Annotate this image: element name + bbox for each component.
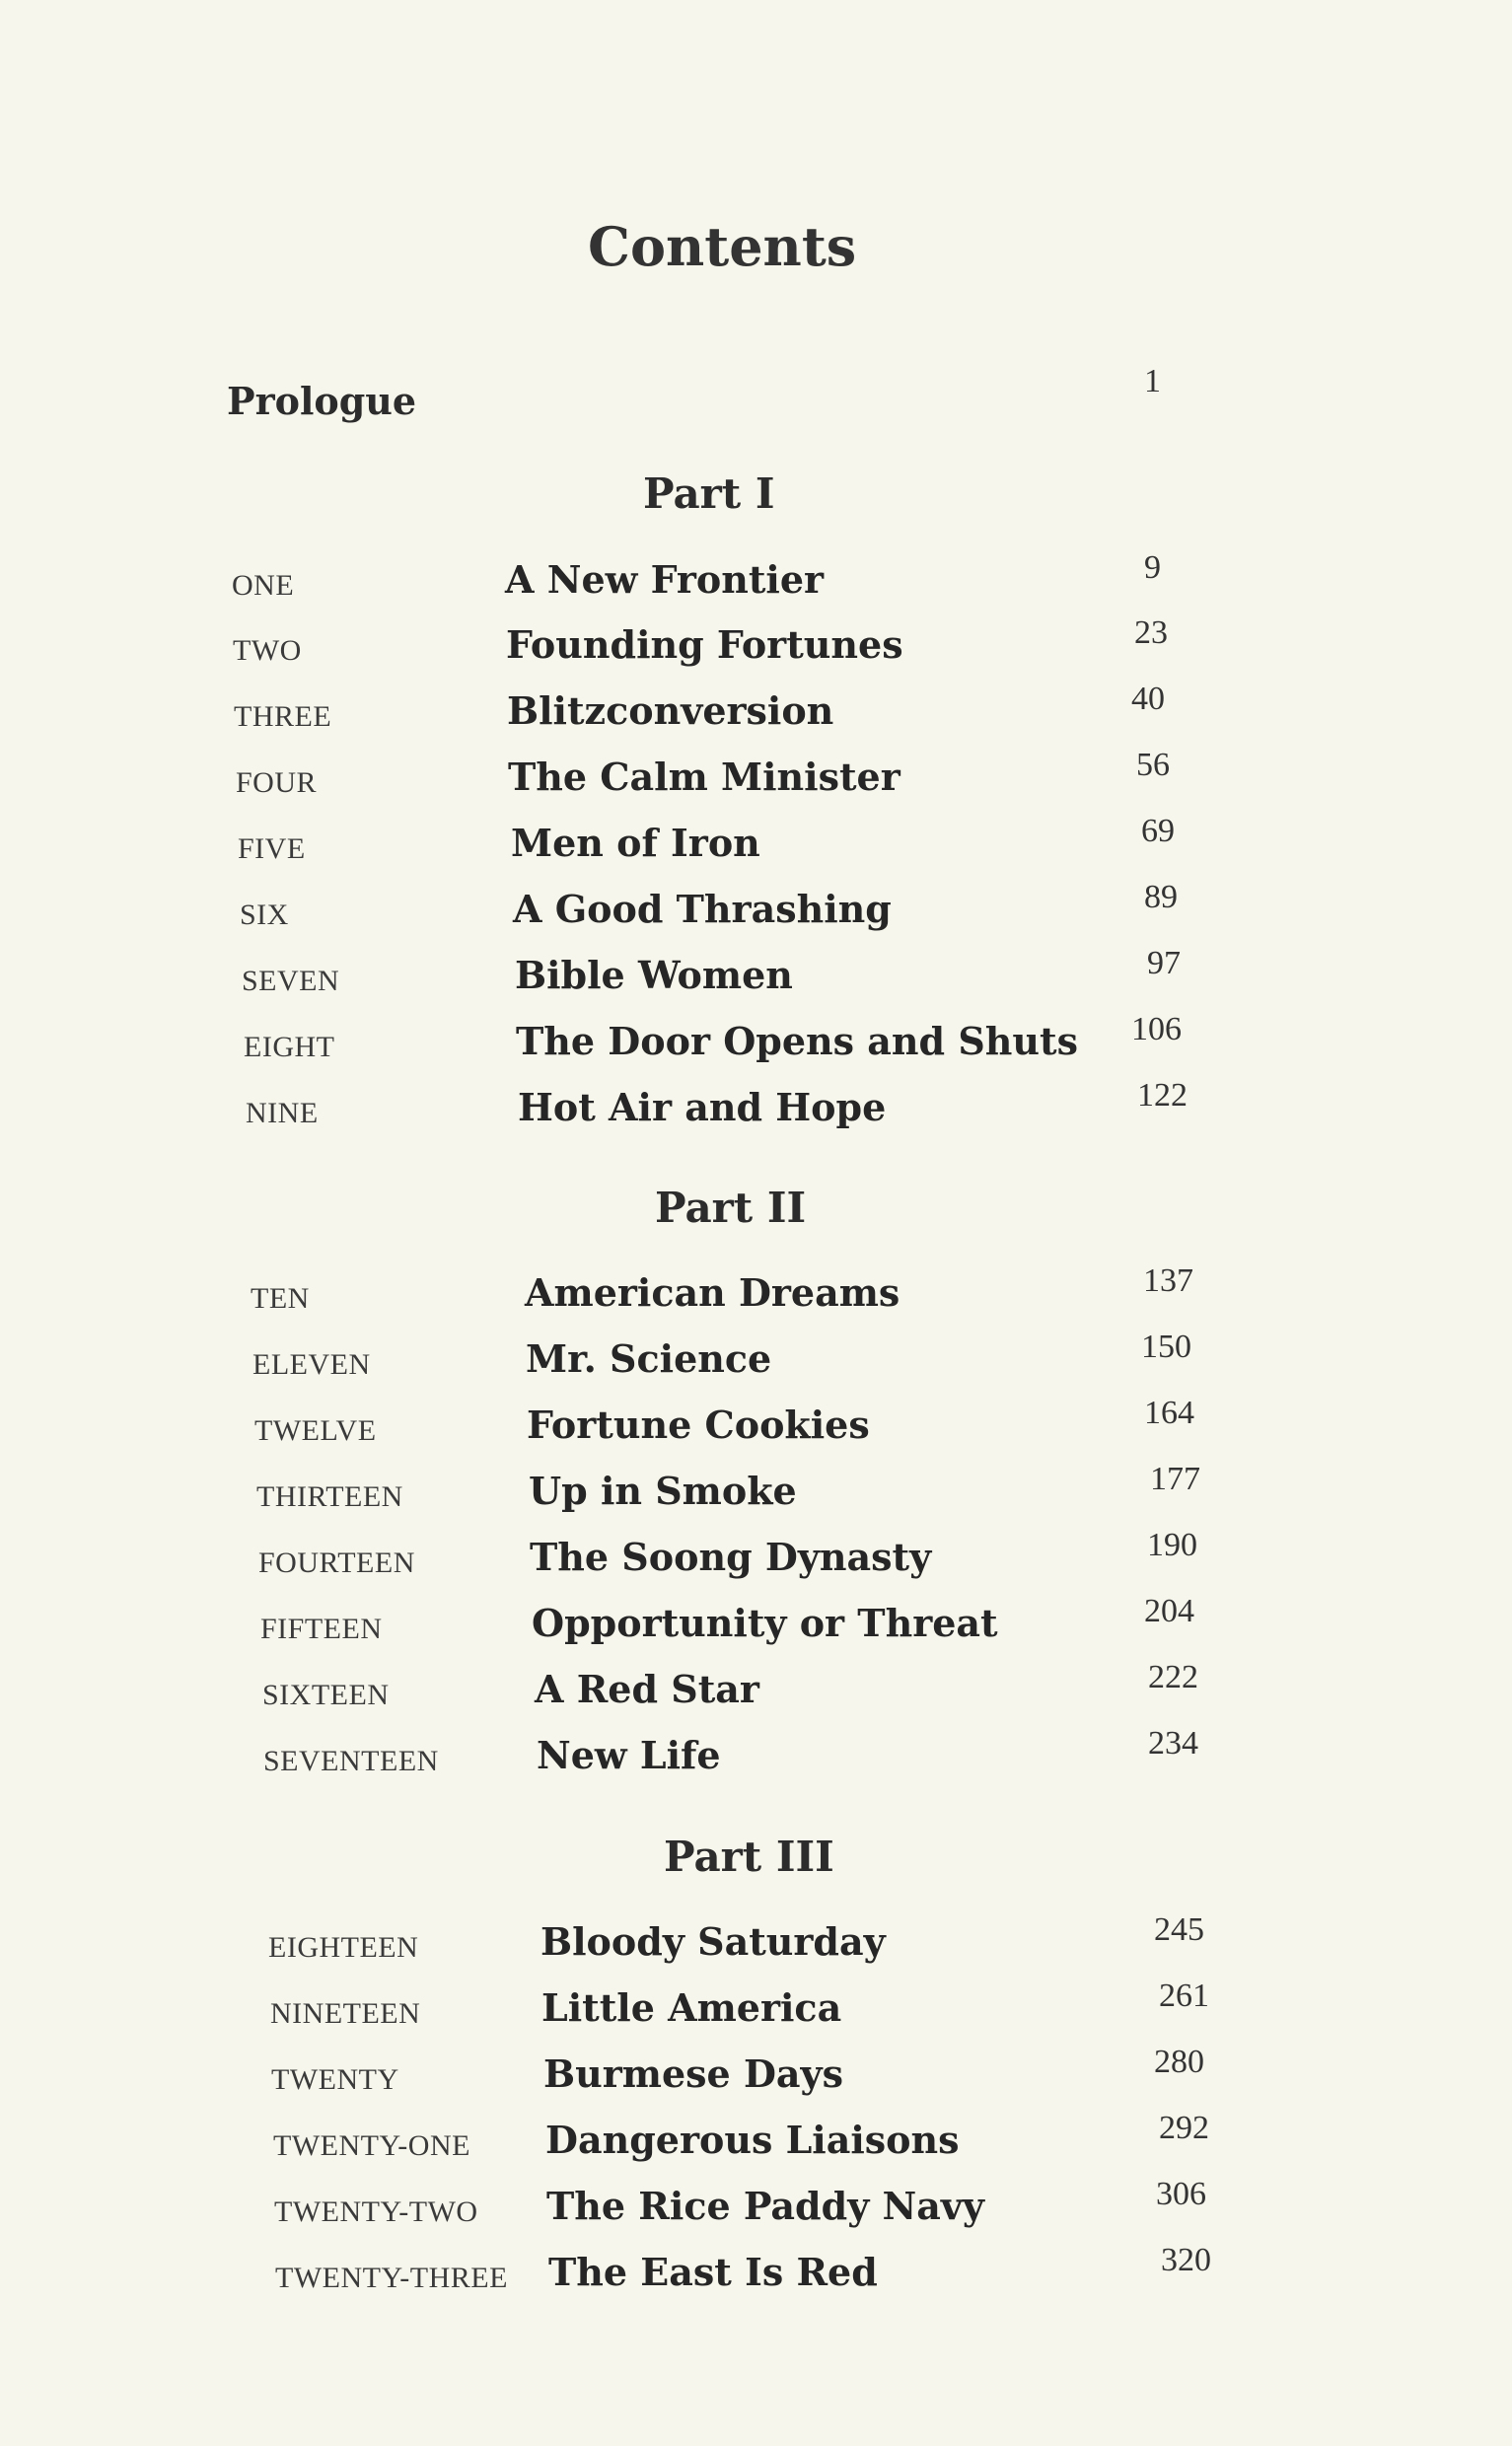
chapter-page: 164 (1144, 1395, 1194, 1431)
toc-row[interactable] (0, 1329, 1512, 1396)
chapter-number: SIX (240, 899, 289, 931)
toc-row[interactable] (0, 945, 1512, 1012)
chapter-title[interactable]: Burmese Days (543, 2051, 843, 2096)
chapter-title[interactable]: Blitzconversion (507, 688, 834, 733)
chapter-number: TWENTY-ONE (273, 2129, 470, 2162)
toc-row[interactable] (0, 879, 1512, 946)
toc-row[interactable] (0, 1659, 1512, 1726)
chapter-number: FOUR (236, 766, 318, 799)
chapter-page: 69 (1141, 813, 1175, 849)
chapter-number: EIGHTEEN (268, 1931, 419, 1964)
chapter-page: 306 (1156, 2176, 1206, 2212)
chapter-page: 9 (1144, 549, 1161, 586)
chapter-page: 56 (1136, 747, 1170, 783)
chapter-title[interactable]: A Red Star (535, 1667, 759, 1711)
chapter-page: 320 (1161, 2242, 1211, 2278)
chapter-title[interactable]: A New Frontier (505, 557, 825, 602)
chapter-page: 292 (1159, 2110, 1209, 2146)
toc-row[interactable] (0, 813, 1512, 880)
toc-row[interactable] (0, 681, 1512, 748)
chapter-number: SIXTEEN (262, 1679, 390, 1711)
chapter-number: TWELVE (254, 1414, 377, 1447)
part-heading: Part III (664, 1833, 834, 1881)
chapter-title[interactable]: Bloody Saturday (540, 1919, 886, 1964)
chapter-title[interactable]: The Door Opens and Shuts (516, 1019, 1078, 1063)
prologue-page-number: 1 (1144, 363, 1161, 399)
chapter-title[interactable]: Founding Fortunes (506, 622, 903, 667)
prologue-label[interactable]: Prologue (227, 379, 417, 423)
chapter-page: 122 (1137, 1077, 1188, 1114)
toc-row[interactable] (0, 2044, 1512, 2111)
chapter-title[interactable]: Mr. Science (526, 1336, 772, 1381)
chapter-number: ONE (232, 569, 295, 602)
toc-row[interactable] (0, 2176, 1512, 2243)
chapter-number: THREE (234, 700, 332, 733)
chapter-number: NINE (246, 1097, 319, 1129)
chapter-number: FIFTEEN (260, 1613, 383, 1645)
chapter-title[interactable]: Hot Air and Hope (518, 1085, 887, 1129)
toc-row[interactable] (0, 1978, 1512, 2045)
chapter-title[interactable]: Up in Smoke (529, 1469, 797, 1513)
chapter-page: 137 (1143, 1262, 1193, 1299)
chapter-title[interactable]: Men of Iron (511, 821, 760, 865)
chapter-number: ELEVEN (252, 1348, 371, 1381)
chapter-page: 204 (1144, 1593, 1194, 1629)
chapter-page: 222 (1148, 1659, 1198, 1695)
chapter-page: 23 (1134, 614, 1168, 651)
chapter-page: 150 (1141, 1329, 1191, 1365)
page-title: Contents (588, 215, 857, 278)
toc-row[interactable] (0, 1395, 1512, 1462)
toc-row[interactable] (0, 1262, 1512, 1330)
chapter-page: 177 (1150, 1461, 1200, 1497)
chapter-number: TWENTY (271, 2063, 399, 2096)
toc-row[interactable] (0, 1593, 1512, 1660)
toc-row[interactable] (0, 549, 1512, 616)
chapter-page: 106 (1131, 1011, 1182, 1047)
chapter-page: 40 (1131, 681, 1165, 717)
chapter-title[interactable]: The Soong Dynasty (530, 1535, 932, 1579)
toc-row[interactable] (0, 614, 1512, 682)
chapter-title[interactable]: Fortune Cookies (527, 1403, 870, 1447)
chapter-number: SEVEN (242, 965, 340, 997)
toc-row[interactable] (0, 1911, 1512, 1978)
chapter-number: TWENTY-TWO (274, 2195, 478, 2228)
chapter-title[interactable]: New Life (537, 1733, 721, 1777)
toc-row[interactable] (0, 1725, 1512, 1792)
toc-row[interactable] (0, 747, 1512, 814)
chapter-number: FOURTEEN (258, 1547, 415, 1579)
chapter-title[interactable]: American Dreams (525, 1270, 900, 1315)
chapter-number: TEN (251, 1282, 310, 1315)
chapter-title[interactable]: Little America (541, 1985, 842, 2030)
chapter-number: THIRTEEN (256, 1480, 403, 1513)
chapter-page: 245 (1154, 1911, 1204, 1948)
part-heading: Part I (643, 469, 775, 518)
chapter-title[interactable]: Dangerous Liaisons (545, 2118, 960, 2162)
chapter-number: FIVE (238, 832, 306, 865)
toc-row[interactable] (0, 1527, 1512, 1594)
chapter-title[interactable]: Opportunity or Threat (532, 1601, 998, 1645)
chapter-page: 190 (1147, 1527, 1197, 1563)
chapter-number: SEVENTEEN (263, 1745, 439, 1777)
toc-row[interactable] (0, 2110, 1512, 2177)
chapter-title[interactable]: Bible Women (515, 953, 793, 997)
chapter-number: EIGHT (244, 1031, 335, 1063)
toc-row[interactable] (0, 1077, 1512, 1144)
chapter-page: 89 (1144, 879, 1178, 915)
chapter-page: 261 (1159, 1978, 1209, 2014)
chapter-page: 234 (1148, 1725, 1198, 1762)
chapter-number: NINETEEN (270, 1997, 421, 2030)
chapter-number: TWO (233, 634, 302, 667)
chapter-title[interactable]: The Calm Minister (508, 755, 900, 799)
chapter-page: 280 (1154, 2044, 1204, 2080)
part-heading: Part II (655, 1184, 807, 1232)
chapter-page: 97 (1147, 945, 1181, 981)
toc-row[interactable] (0, 1011, 1512, 1078)
chapter-number: TWENTY-THREE (275, 2262, 508, 2294)
chapter-title[interactable]: The East Is Red (548, 2250, 878, 2294)
chapter-title[interactable]: A Good Thrashing (513, 887, 892, 931)
toc-row[interactable] (0, 1461, 1512, 1528)
toc-row[interactable] (0, 2242, 1512, 2309)
chapter-title[interactable]: The Rice Paddy Navy (546, 2184, 985, 2228)
